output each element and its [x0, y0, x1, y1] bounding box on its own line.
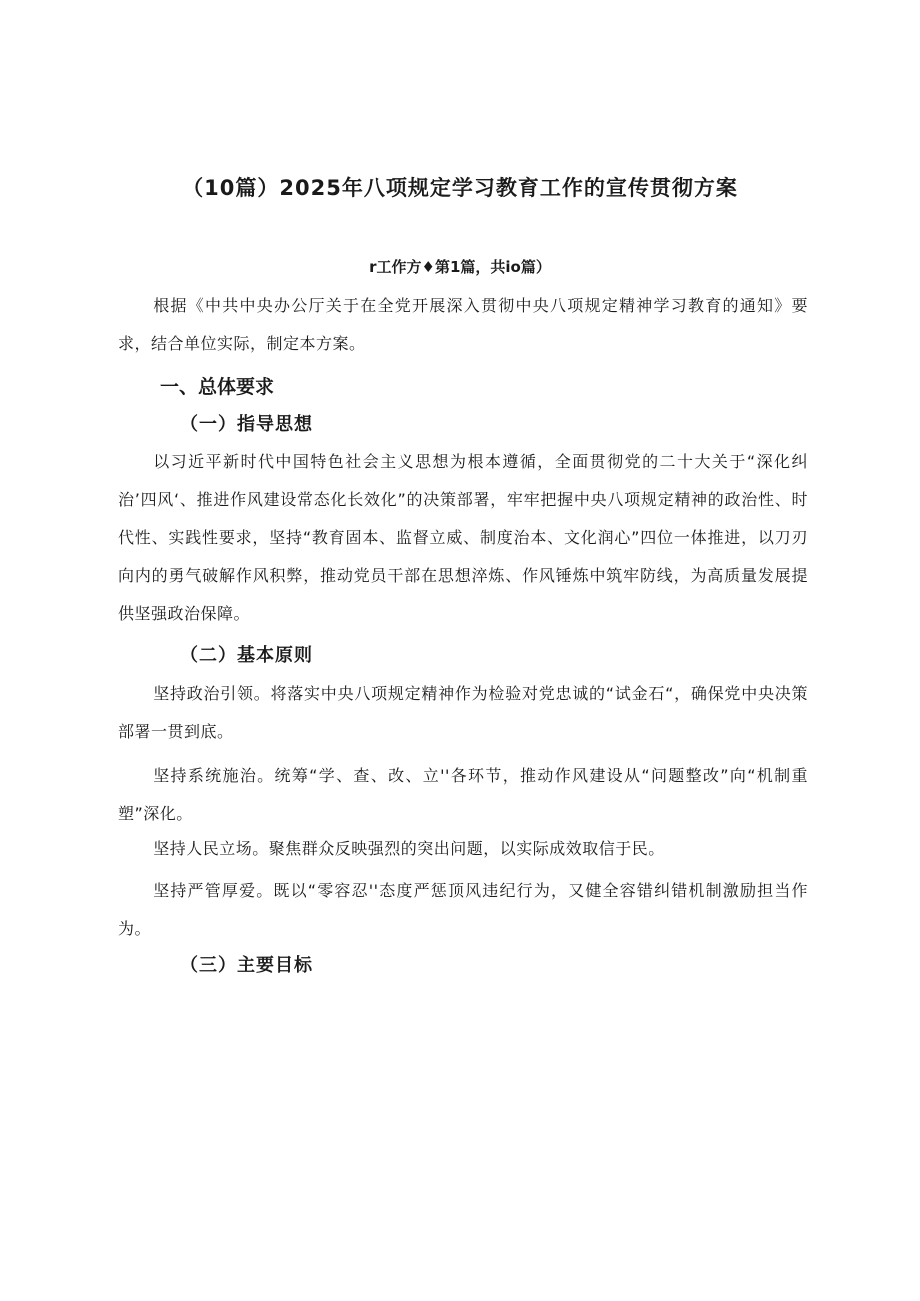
subsection-heading-main-goals: （三）主要目标	[180, 955, 313, 976]
intro-paragraph: 根据《中共中央办公厅关于在全党开展深入贯彻中央八项规定精神学习教育的通知》要求，结合单位实际，制定本方案。	[118, 296, 808, 353]
principle-paragraph-strict-care: 坚持严管厚爱。既以“零容忍''态度严惩顶风违纪行为，又健全容错纠错机制激励担当作为。	[118, 881, 808, 938]
subsection-heading-guiding-thought: （一）指导思想	[180, 414, 313, 435]
document-title: （10篇）2025年八项规定学习教育工作的宣传贯彻方案	[182, 176, 738, 200]
principle-paragraph-systematic: 坚持系统施治。统筹“学、查、改、立''各环节，推动作风建设从“问题整改”向“机制重塑”深化。	[118, 766, 808, 823]
section-heading-general-requirements: 一、总体要求	[160, 376, 275, 398]
subsection-heading-basic-principles: （二）基本原则	[180, 645, 313, 666]
principle-paragraph-political: 坚持政治引领。将落实中央八项规定精神作为检验对党忠诚的“试金石“，确保党中央决策部署一贯到底。	[118, 684, 808, 741]
guiding-thought-paragraph: 以习近平新时代中国特色社会主义思想为根本遵循，全面贯彻党的二十大关于“深化纠治’四风‘、推进作风建设常态化长效化”的决策部署，牢牢把握中央八项规定精神的政治性、时代性、实践性要求，坚持“教育固本、监督立威、制度治本、文化润心”四位一体推进，以刀刃向内的勇气破解作风积弊，推动党员干部在思想淬炼、作风锤炼中筑牢防线，为高质量发展提供坚强政治保障。	[118, 452, 808, 623]
principle-paragraph-people: 坚持人民立场。聚焦群众反映强烈的突出问题，以实际成效取信于民。	[153, 839, 665, 858]
document-subtitle: r工作方♦第1篇，共io篇）	[369, 258, 551, 276]
